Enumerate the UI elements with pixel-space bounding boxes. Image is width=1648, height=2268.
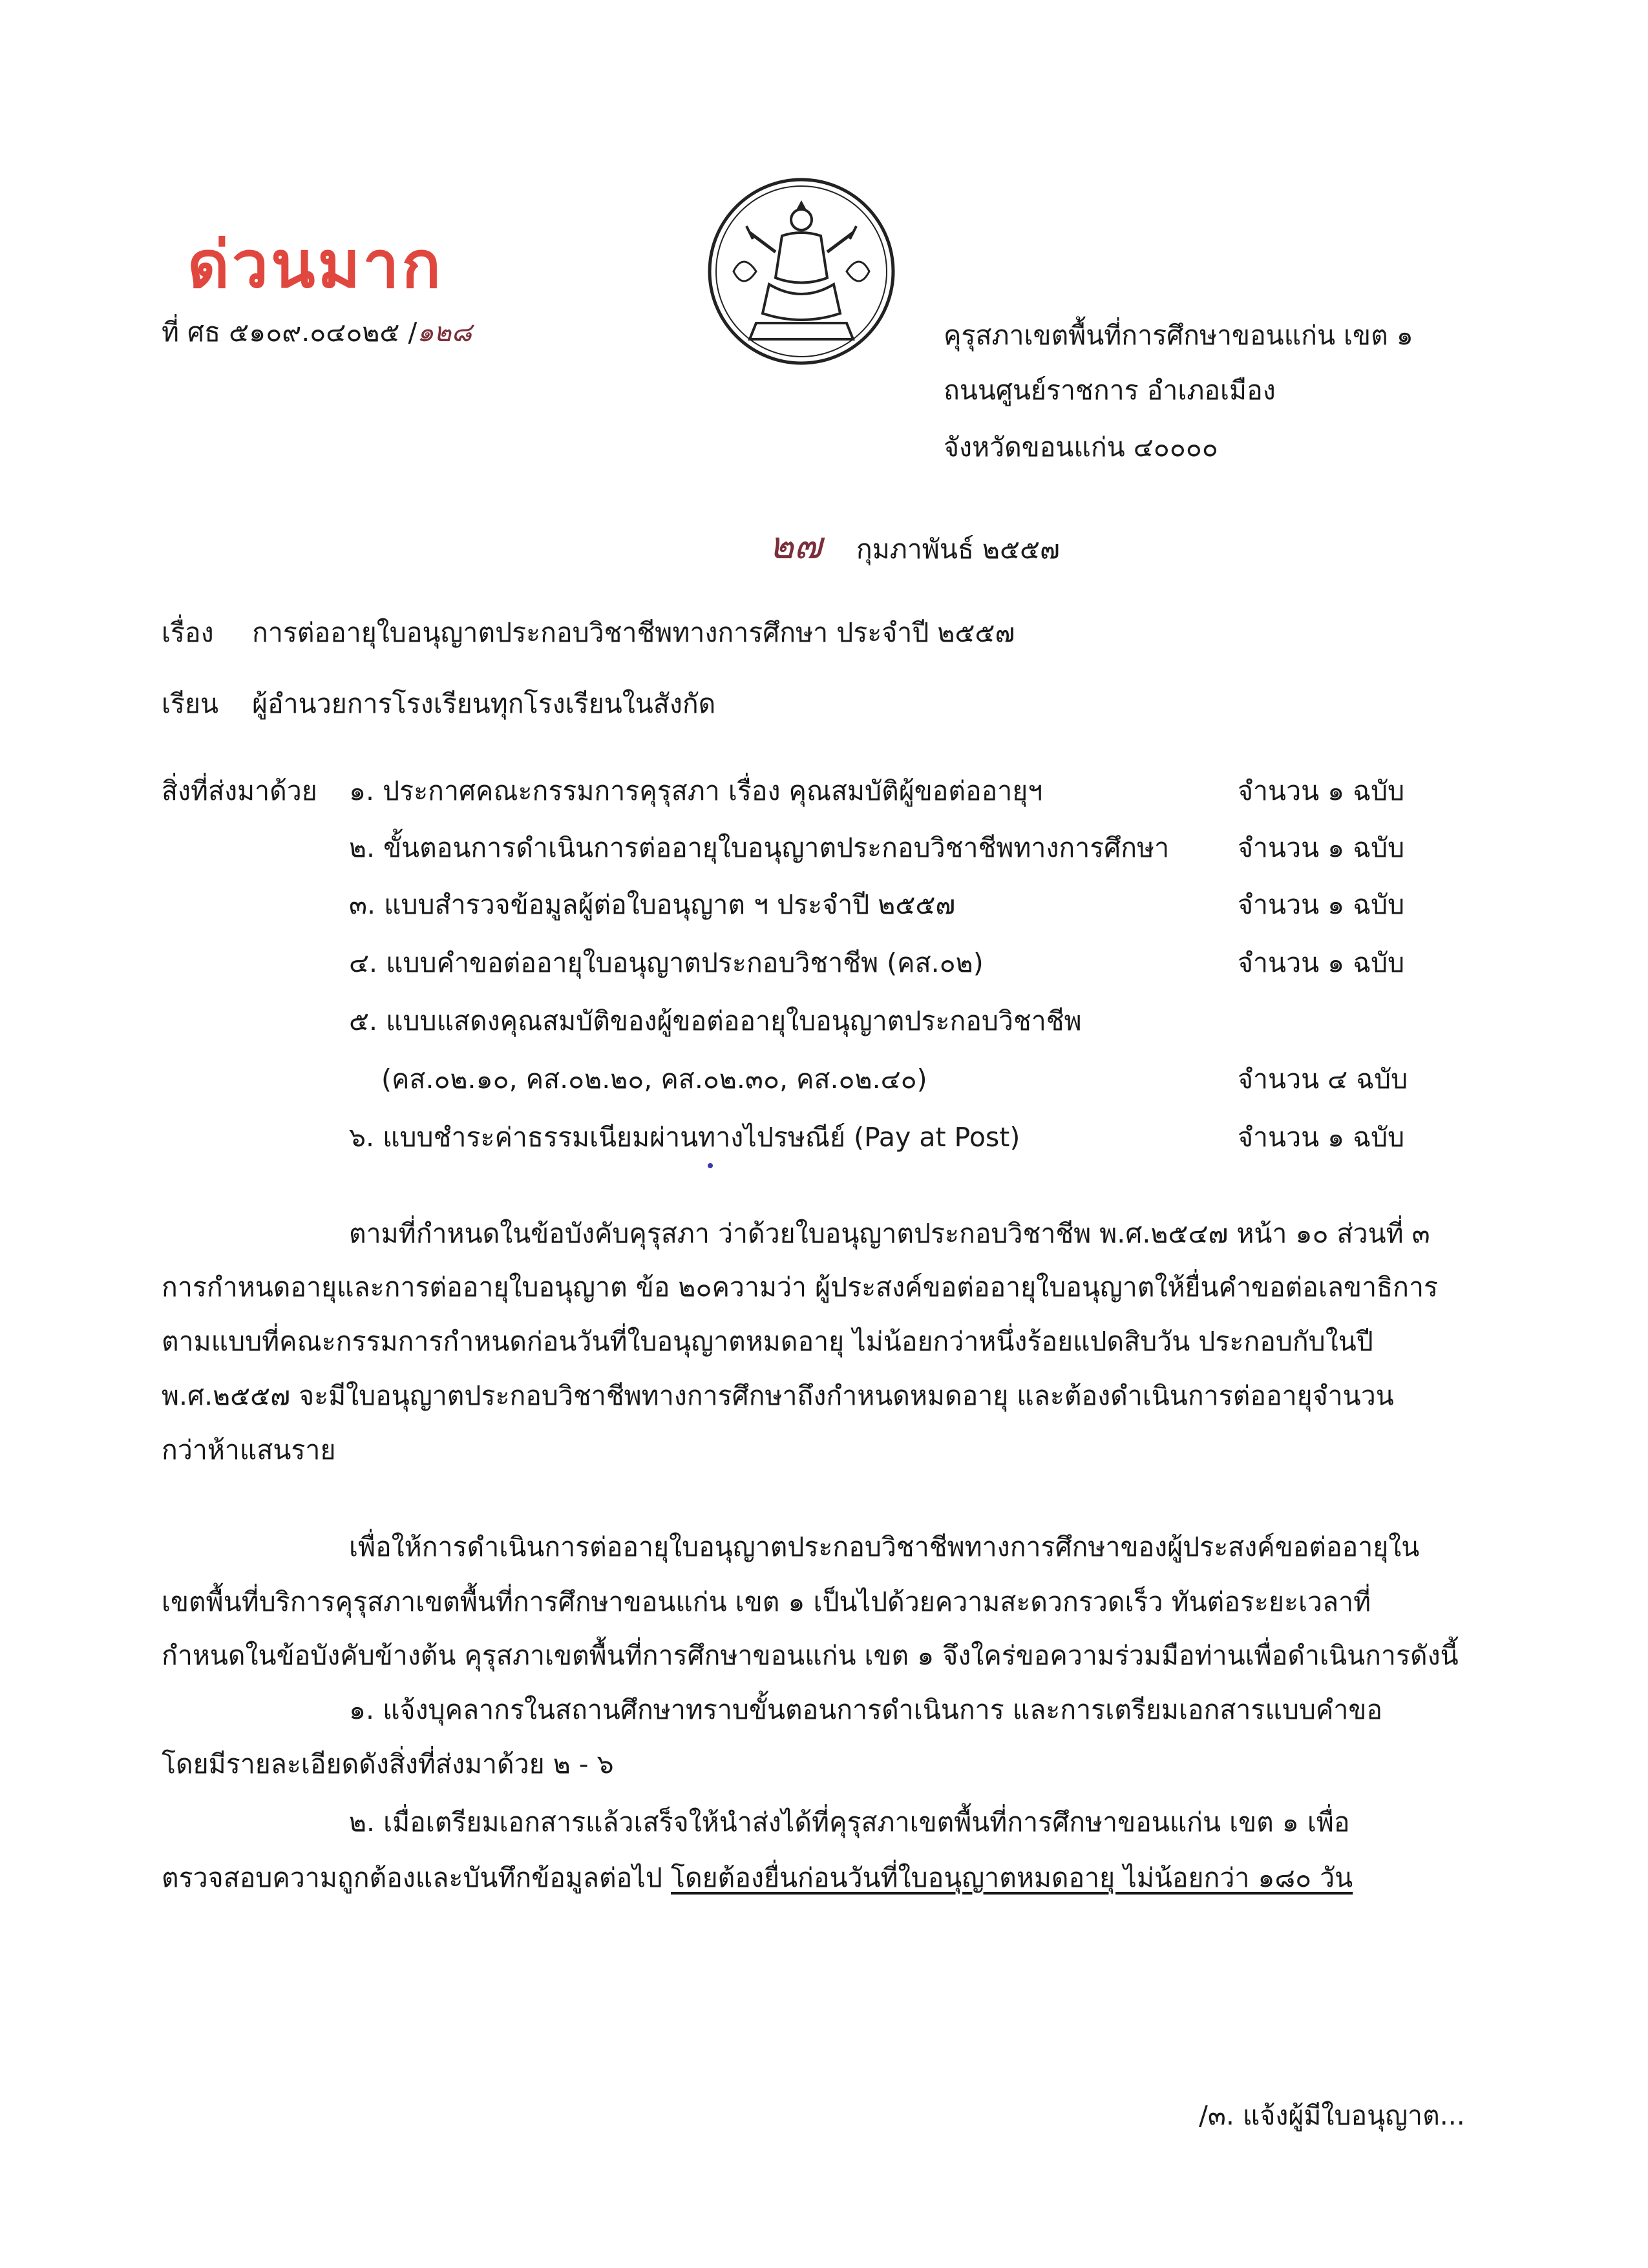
paragraph-1-line: พ.ศ.๒๕๕๗ จะมีใบอนุญาตประกอบวิชาชีพทางการศึกษาถึงกำหนดหมดอายุ และต้องดำเนินการต่ออายุจำนวน [162, 1380, 1394, 1411]
address-line-2: ถนนศูนย์ราชการ อำเภอเมือง [944, 375, 1276, 406]
point-1-line: ๑. แจ้งบุคลากรในสถานศึกษาทราบขั้นตอนการดำเนินการ และการเตรียมเอกสารแบบคำขอ [349, 1694, 1383, 1725]
subject-text: การต่ออายุใบอนุญาตประกอบวิชาชีพทางการศึกษา ประจำปี ๒๕๕๗ [252, 617, 1015, 648]
paragraph-1-line: การกำหนดอายุและการต่ออายุใบอนุญาต ข้อ ๒๐ความว่า ผู้ประสงค์ขอต่ออายุใบอนุญาตให้ยื่นคำขอต่อเลขาธิการ [162, 1272, 1438, 1303]
reference-number: ที่ ศธ ๕๑๐๙.๐๔๐๒๕ /๑๒๘ [162, 317, 472, 348]
enclosure-count: จำนวน ๑ ฉบับ [1238, 1122, 1405, 1153]
enclosure-item: ๑. ประกาศคณะกรรมการคุรุสภา เรื่อง คุณสมบัติผู้ขอต่ออายุฯ [349, 775, 1043, 806]
point-2-line: ๒. เมื่อเตรียมเอกสารแล้วเสร็จให้นำส่งได้ที่คุรุสภาเขตพื้นที่การศึกษาขอนแก่น เขต ๑ เพื่อ [349, 1807, 1350, 1838]
enclosure-item: ๒. ขั้นตอนการดำเนินการต่ออายุใบอนุญาตประกอบวิชาชีพทางการศึกษา [349, 832, 1170, 863]
point-1-line: โดยมีรายละเอียดดังสิ่งที่ส่งมาด้วย ๒ - ๖ [162, 1748, 614, 1780]
ink-speck [708, 1163, 713, 1168]
khurusapha-seal-icon [704, 174, 898, 368]
page-continuation: /๓. แจ้งผู้มีใบอนุญาต... [1199, 2100, 1465, 2131]
point-2-line: ตรวจสอบความถูกต้องและบันทึกข้อมูลต่อไป โดยต้องยื่นก่อนวันที่ใบอนุญาตหมดอายุ ไม่น้อยกว่า ๑๘๐ วัน [162, 1862, 1353, 1893]
address-line-1: คุรุสภาเขตพื้นที่การศึกษาขอนแก่น เขต ๑ [944, 320, 1413, 351]
handwritten-day: ๒๗ [769, 523, 822, 567]
enclosures-label: สิ่งที่ส่งมาด้วย [162, 775, 317, 806]
handwritten-doc-number: ๑๒๘ [417, 317, 472, 348]
enclosure-count: จำนวน ๑ ฉบับ [1238, 947, 1405, 978]
enclosure-count: จำนวน ๑ ฉบับ [1238, 889, 1405, 920]
enclosure-item: ๔. แบบคำขอต่ออายุใบอนุญาตประกอบวิชาชีพ (คส.๐๒) [349, 947, 984, 978]
enclosure-item: ๓. แบบสำรวจข้อมูลผู้ต่อใบอนุญาต ฯ ประจำปี ๒๕๕๗ [349, 889, 956, 920]
enclosure-item: ๖. แบบชำระค่าธรรมเนียมผ่านทางไปรษณีย์ (Pay at Post) [349, 1122, 1020, 1153]
deadline-emphasis: โดยต้องยื่นก่อนวันที่ใบอนุญาตหมดอายุ ไม่น้อยกว่า ๑๘๐ วัน [671, 1862, 1353, 1893]
enclosure-item: (คส.๐๒.๑๐, คส.๐๒.๒๐, คส.๐๒.๓๐, คส.๐๒.๔๐) [381, 1064, 927, 1095]
paragraph-2-line: เพื่อให้การดำเนินการต่ออายุใบอนุญาตประกอบวิชาชีพทางการศึกษาของผู้ประสงค์ขอต่ออายุใน [349, 1531, 1420, 1562]
paragraph-2-line: เขตพื้นที่บริการคุรุสภาเขตพื้นที่การศึกษาขอนแก่น เขต ๑ เป็นไปด้วยความสะดวกรวดเร็ว ทันต่อระยะเวลาที่ [162, 1586, 1371, 1617]
enclosure-count: จำนวน ๔ ฉบับ [1238, 1064, 1408, 1095]
paragraph-1-line: กว่าห้าแสนราย [162, 1434, 336, 1465]
enclosure-count: จำนวน ๑ ฉบับ [1238, 775, 1405, 806]
enclosure-item: ๕. แบบแสดงคุณสมบัติของผู้ขอต่ออายุใบอนุญาตประกอบวิชาชีพ [349, 1005, 1082, 1036]
addressee-text: ผู้อำนวยการโรงเรียนทุกโรงเรียนในสังกัด [252, 688, 716, 719]
paragraph-2-line: กำหนดในข้อบังคับข้างต้น คุรุสภาเขตพื้นที่การศึกษาขอนแก่น เขต ๑ จึงใคร่ขอความร่วมมือท่านเพื่อดำเนินการดังนี้ [162, 1640, 1459, 1671]
letter-date: ๒๗ กุมภาพันธ์ ๒๕๕๗ [769, 523, 1060, 567]
urgent-stamp: ด่วนมาก [187, 227, 444, 302]
enclosure-count: จำนวน ๑ ฉบับ [1238, 832, 1405, 863]
addressee-label: เรียน [162, 688, 219, 719]
paragraph-1-line: ตามที่กำหนดในข้อบังคับคุรุสภา ว่าด้วยใบอนุญาตประกอบวิชาชีพ พ.ศ.๒๕๔๗ หน้า ๑๐ ส่วนที่ ๓ [349, 1218, 1430, 1249]
address-line-3: จังหวัดขอนแก่น ๔๐๐๐๐ [944, 432, 1218, 463]
paragraph-1-line: ตามแบบที่คณะกรรมการกำหนดก่อนวันที่ใบอนุญาตหมดอายุ ไม่น้อยกว่าหนึ่งร้อยแปดสิบวัน ประกอบกับในปี [162, 1326, 1373, 1357]
subject-label: เรื่อง [162, 617, 214, 648]
